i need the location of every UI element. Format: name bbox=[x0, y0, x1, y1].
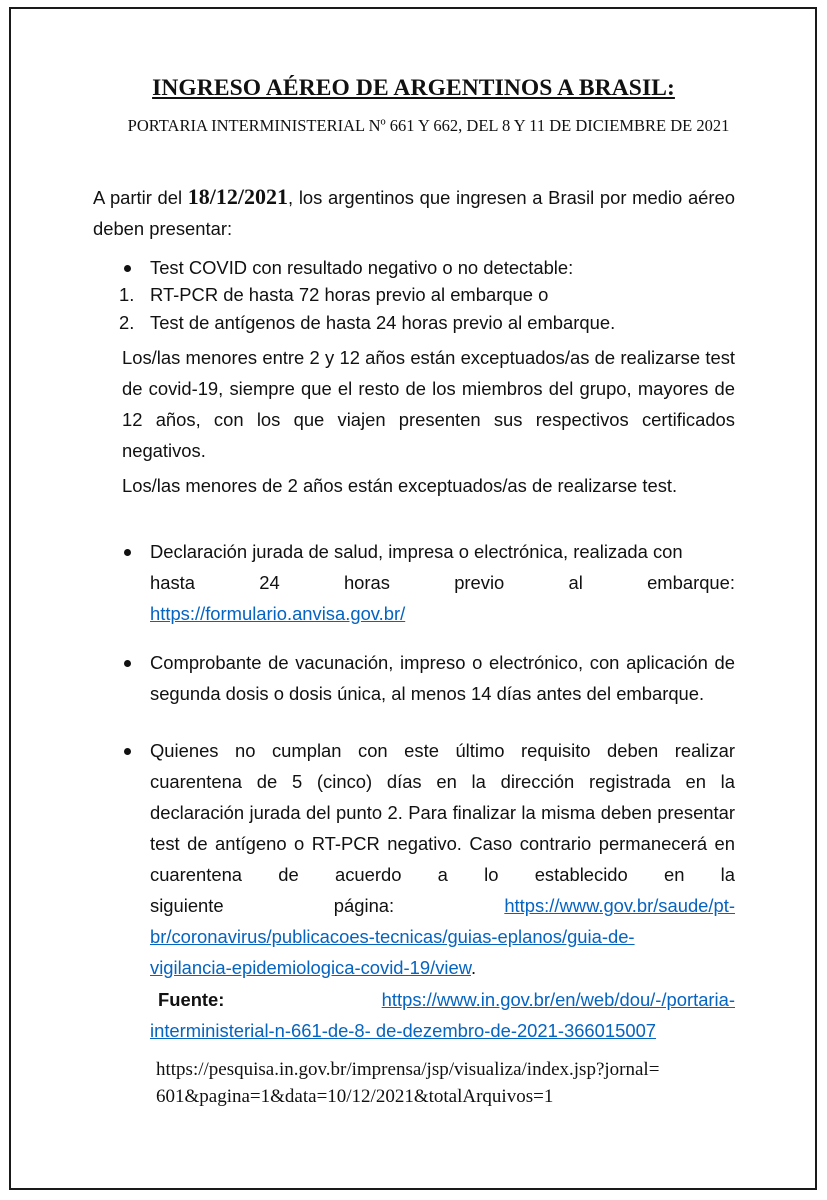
test-item-1: RT-PCR de hasta 72 horas previo al embarque o bbox=[150, 284, 549, 305]
raw-url-line-1: https://pesquisa.in.gov.br/imprensa/jsp/visualiza/index.jsp?jornal= bbox=[156, 1059, 660, 1080]
source-link-part-1[interactable]: https://www.in.gov.br/en/web/dou/-/portaria- bbox=[381, 989, 735, 1010]
document-subtitle: PORTARIA INTERMINISTERIAL Nº 661 Y 662, DEL 8 Y 11 DE DICIEMBRE DE 2021 bbox=[127, 116, 730, 135]
quarantine-word: página: bbox=[333, 895, 395, 916]
minors-paragraph: Los/las menores entre 2 y 12 años están exceptuados/as de realizarse test de covid-19, siempre que el resto de los miembros del grupo, mayores de 12 años, con los que viajen presenten sus respectivos certificados negativos. bbox=[122, 347, 735, 461]
anvisa-form-link[interactable]: https://formulario.anvisa.gov.br/ bbox=[150, 603, 406, 624]
link-period: . bbox=[470, 957, 477, 978]
source-label: Fuente: bbox=[158, 989, 225, 1010]
gov-guide-link-part-3[interactable]: vigilancia-epidemiologica-covid-19/view bbox=[150, 957, 471, 978]
intro-date: 18/12/2021 bbox=[187, 184, 289, 209]
declaration-word: al bbox=[568, 572, 583, 593]
declaration-text bbox=[150, 536, 735, 629]
document-title: INGRESO AÉREO DE ARGENTINOS A BRASIL: bbox=[152, 75, 675, 101]
test-item-2: Test de antígenos de hasta 24 horas previo al embarque. bbox=[150, 312, 616, 333]
declaration-word: horas bbox=[343, 572, 390, 593]
quarantine-text bbox=[150, 735, 735, 983]
bullet-icon bbox=[124, 265, 131, 272]
declaration-word: previo bbox=[454, 572, 505, 593]
quarantine-page-line bbox=[150, 890, 735, 921]
list-item bbox=[93, 735, 735, 978]
declaration-line-2 bbox=[150, 567, 735, 598]
list-item bbox=[93, 307, 735, 338]
raw-url-line-2: 601&pagina=1&data=10/12/2021&totalArquivos=1 bbox=[156, 1086, 554, 1107]
list-item bbox=[93, 647, 735, 709]
bullet-icon bbox=[124, 549, 131, 556]
declaration-word: 24 bbox=[259, 572, 280, 593]
source-block bbox=[150, 984, 735, 1046]
vaccination-text: Comprobante de vacunación, impreso o electrónico, con aplicación de segunda dosis o dosis única, al menos 14 días antes del embarque. bbox=[150, 652, 735, 704]
bullet-icon bbox=[124, 660, 131, 667]
list-number: 2. bbox=[119, 312, 135, 333]
quarantine-word: siguiente bbox=[150, 895, 224, 916]
test-bullet-text: Test COVID con resultado negativo o no detectable: bbox=[150, 257, 574, 278]
gov-guide-link-part-2[interactable]: br/coronavirus/publicacoes-tecnicas/guias-eplanos/guia-de- bbox=[150, 926, 635, 947]
list-number: 1. bbox=[119, 284, 135, 305]
intro-suffix: , los argentinos que ingresen a Brasil por medio aéreo deben presentar: bbox=[93, 187, 735, 239]
source-link-part-2[interactable]: interministerial-n-661-de-8- de-dezembro-de-2021-366015007 bbox=[150, 1020, 657, 1041]
gov-guide-link-part-1[interactable]: https://www.gov.br/saude/pt- bbox=[504, 895, 735, 916]
bullet-icon bbox=[124, 748, 131, 755]
declaration-word: embarque: bbox=[647, 572, 735, 593]
list-item bbox=[93, 279, 735, 310]
quarantine-body: Quienes no cumplan con este último requisito deben realizar cuarentena de 5 (cinco) días en la dirección registrada en la declaración jurada del punto 2. Para finalizar la misma deben presentar test de antígeno o RT-PCR negativo. Caso contrario permanecerá en cuarentena de acuerdo a lo establecido en la bbox=[150, 740, 735, 885]
under2-paragraph: Los/las menores de 2 años están exceptuados/as de realizarse test. bbox=[122, 475, 678, 496]
intro-paragraph bbox=[93, 181, 735, 244]
declaration-line-1: Declaración jurada de salud, impresa o electrónica, realizada con bbox=[150, 541, 683, 562]
declaration-word: hasta bbox=[150, 572, 195, 593]
raw-source-url bbox=[156, 1056, 736, 1110]
list-item bbox=[93, 536, 735, 631]
intro-prefix: A partir del bbox=[93, 187, 183, 208]
